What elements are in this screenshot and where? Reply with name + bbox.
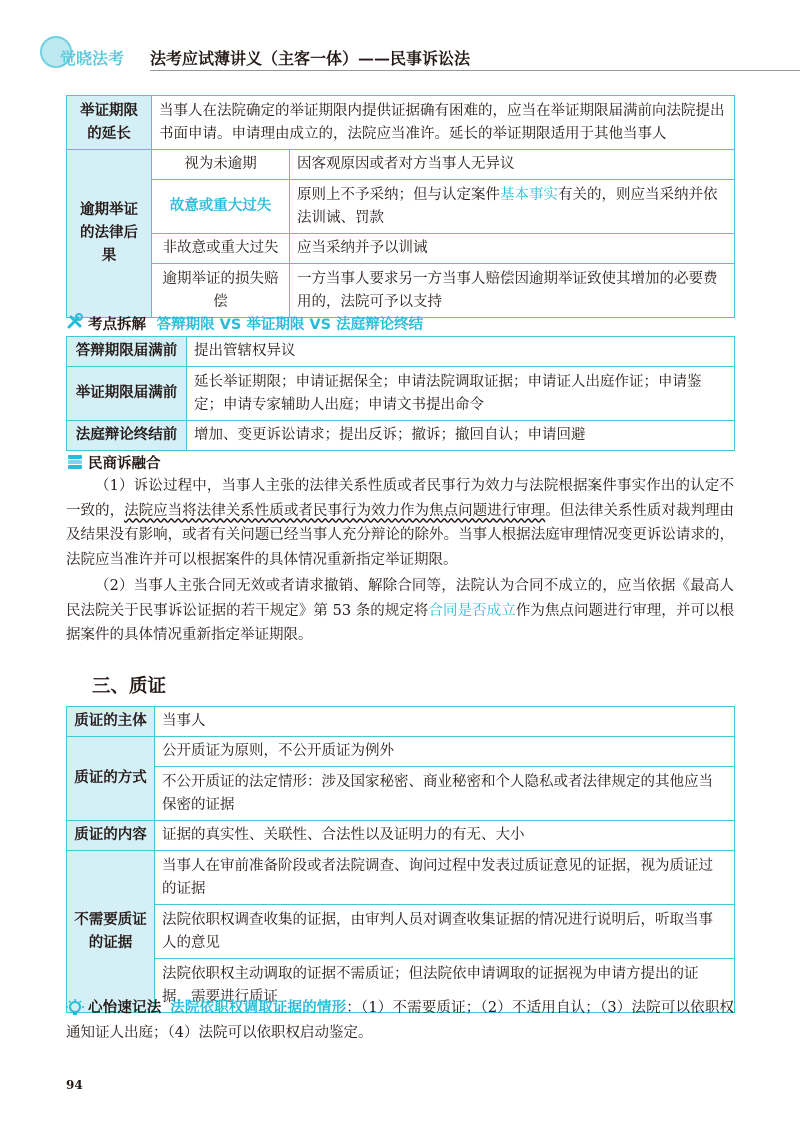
sub-label: 故意或重大过失 bbox=[152, 180, 290, 234]
memo-topic: 法院依职权调取证据的情形 bbox=[170, 1000, 347, 1016]
kaodian-heading bbox=[88, 313, 423, 334]
row-label: 质证的内容 bbox=[67, 821, 155, 851]
book-title: 法考应试薄讲义（主客一体）——民事诉讼法 bbox=[150, 49, 471, 68]
text-segment: 有关的，则应当采纳并依法训诫、罚款 bbox=[297, 186, 718, 226]
table-row bbox=[67, 707, 735, 737]
row-label: 答辩期限届满前 bbox=[67, 337, 187, 367]
header-divider bbox=[150, 70, 800, 71]
row-label: 举证期限届满前 bbox=[67, 367, 187, 421]
table-row bbox=[67, 337, 735, 367]
row-content: 当事人 bbox=[155, 707, 735, 737]
sub-content: 因客观原因或者对方当事人无异议 bbox=[290, 150, 735, 180]
section-label: 考点拆解 bbox=[88, 317, 146, 333]
row-content: 当事人在法院确定的举证期限内提供证据确有困难的，应当在举证期限届满前向法院提出书面申请。申请理由成立的，法院应当准许。延长的举证期限适用于其他当事人 bbox=[152, 96, 735, 150]
minshang-heading bbox=[88, 452, 161, 473]
sub-content bbox=[290, 180, 735, 234]
row-content: 延长举证期限；申请证据保全；申请法院调取证据；申请证人出庭作证；申请鉴定；申请专家辅助人出庭；申请文书提出命令 bbox=[187, 367, 735, 421]
paragraph-1 bbox=[66, 474, 734, 572]
text-segment: 作为焦点问题进行审理，并可以根据案件的具体情况重新指定举证期限。 bbox=[66, 602, 735, 644]
row-content: 证据的真实性、关联性、合法性以及证明力的有无、大小 bbox=[155, 821, 735, 851]
table-row bbox=[67, 905, 735, 959]
row-content: 不公开质证的法定情形：涉及国家秘密、商业秘密和个人隐私或者法律规定的其他应当保密的证据 bbox=[155, 767, 735, 821]
section-topic: 答辩期限 VS 举证期限 VS 法庭辩论终结 bbox=[156, 317, 424, 333]
evidence-period-table bbox=[66, 95, 735, 318]
row-content: 提出管辖权异议 bbox=[187, 337, 735, 367]
table-row bbox=[67, 421, 735, 451]
text-segment: 原则上不予采纳；但与认定案件 bbox=[297, 186, 500, 203]
table-row bbox=[67, 367, 735, 421]
text-segment: （1）诉讼过程中，当事人主张的法律关系性质或者民事行为效力与法院根据案件事实作出的认定不一致的， bbox=[66, 478, 734, 519]
table-row bbox=[67, 180, 735, 234]
paragraph-2 bbox=[66, 574, 734, 648]
section-label: 民商诉融合 bbox=[88, 456, 161, 472]
table-row bbox=[67, 96, 735, 150]
page-number: 94 bbox=[66, 1078, 83, 1092]
page-header bbox=[0, 0, 800, 72]
row-content: 当事人在审前准备阶段或者法院调查、询问过程中发表过质证意见的证据，视为质证过的证据 bbox=[155, 851, 735, 905]
cross-examination-table bbox=[66, 706, 735, 1013]
sub-label: 逾期举证的损失赔偿 bbox=[152, 264, 290, 318]
table-row bbox=[67, 234, 735, 264]
sub-label: 视为未逾期 bbox=[152, 150, 290, 180]
table-row bbox=[67, 767, 735, 821]
sub-label: 非故意或重大过失 bbox=[152, 234, 290, 264]
deadline-comparison-table bbox=[66, 336, 735, 451]
memo-label: 心怡速记法 bbox=[88, 1000, 162, 1016]
row-label: 质证的主体 bbox=[67, 707, 155, 737]
row-label: 不需要质证的证据 bbox=[67, 851, 155, 1013]
table-row bbox=[67, 150, 735, 180]
section-title: 三、质证 bbox=[92, 676, 167, 697]
sub-content: 应当采纳并予以训诫 bbox=[290, 234, 735, 264]
row-label: 质证的方式 bbox=[67, 737, 155, 821]
row-content: 法院依职权调查收集的证据，由审判人员对调查收集证据的情况进行说明后，听取当事人的意见 bbox=[155, 905, 735, 959]
row-label: 逾期举证的法律后果 bbox=[67, 150, 152, 318]
highlight-text: 合同是否成立 bbox=[428, 602, 516, 619]
text-segment: （2）当事人主张合同无效或者请求撤销、解除合同等，法院认为合同不成立的，应当依据《最高人民法院关于民事诉讼证据的若干规定》第 53 条的规定将 bbox=[66, 578, 734, 619]
sub-content: 一方当事人要求另一方当事人赔偿因逾期举证致使其增加的必要费用的，法院可予以支持 bbox=[290, 264, 735, 318]
row-content: 增加、变更诉讼请求；提出反诉；撤诉；撤回自认；申请回避 bbox=[187, 421, 735, 451]
text-segment: 。但法律关系性质对裁判理由及结果没有影响，或者有关问题已经当事人充分辩论的除外。当事人根据法庭审理情况变更诉讼请求的，法院应当准许并可以根据案件的具体情况重新指定举证期限。 bbox=[66, 502, 735, 568]
table-row bbox=[67, 737, 735, 767]
table-row bbox=[67, 821, 735, 851]
table-row bbox=[67, 264, 735, 318]
books-icon bbox=[66, 452, 84, 470]
brand-name: 觉晓法考 bbox=[60, 49, 125, 68]
table-row bbox=[67, 851, 735, 905]
row-label: 举证期限的延长 bbox=[67, 96, 152, 150]
emphasis-text: 法院应当将法律关系性质或者民事行为效力作为焦点问题进行审理 bbox=[124, 502, 546, 519]
brand-logo bbox=[24, 30, 144, 70]
row-content: 公开质证为原则，不公开质证为例外 bbox=[155, 737, 735, 767]
row-content: 法院依职权主动调取的证据不需质证；但法院依申请调取的证据视为申请方提出的证据，需要进行质证 bbox=[155, 959, 735, 1013]
row-label: 法庭辩论终结前 bbox=[67, 421, 187, 451]
memo-text: ：（1）不需要质证；（2）不适用自认；（3）法院可以依职权通知证人出庭；（4）法院可以依职权启动鉴定。 bbox=[66, 1000, 735, 1041]
memo-paragraph bbox=[66, 996, 734, 1045]
highlight-text: 基本事实 bbox=[500, 186, 558, 203]
tools-icon bbox=[66, 313, 84, 331]
